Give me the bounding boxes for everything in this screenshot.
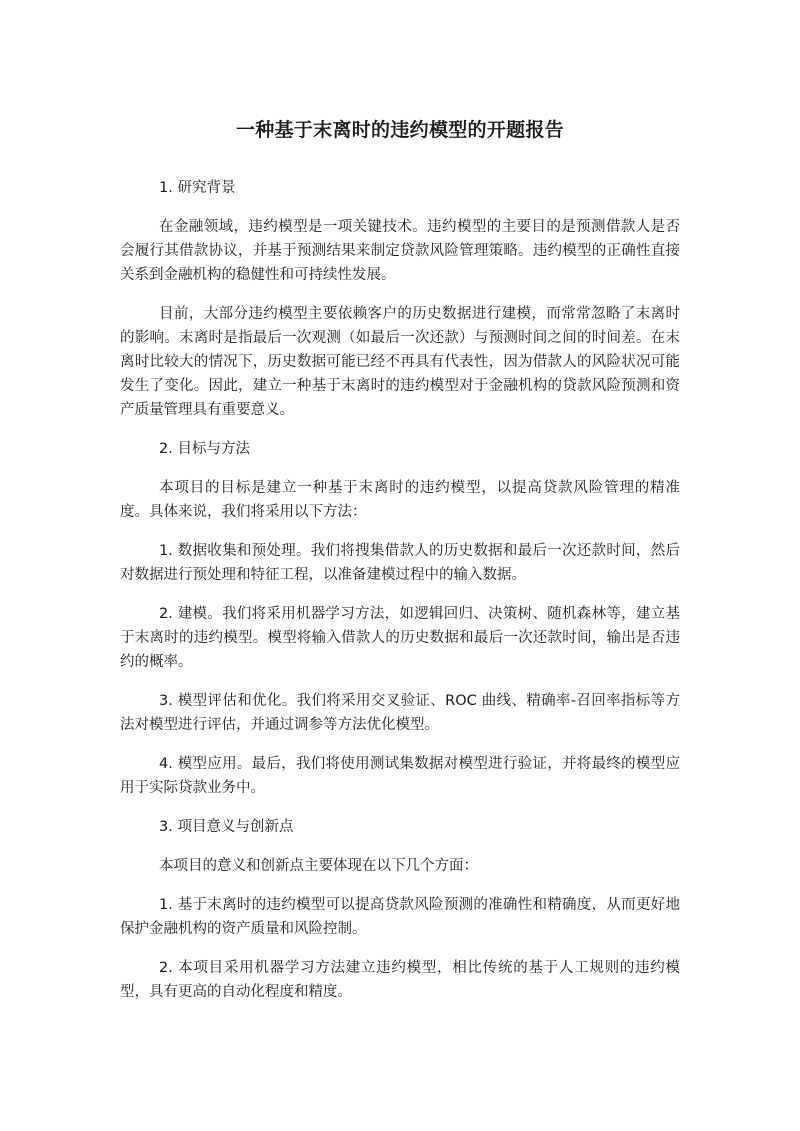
list-item: 1. 数据收集和预处理。我们将搜集借款人的历史数据和最后一次还款时间，然后对数据进行预处理和特征工程，以准备建模过程中的输入数据。 [120,543,680,583]
list-item: 4. 模型应用。最后，我们将使用测试集数据对模型进行验证，并将最终的模型应用于实际贷款业务中。 [120,756,680,796]
paragraph: 目前，大部分违约模型主要依赖客户的历史数据进行建模，而常常忽略了末离时的影响。末离时是指最后一次观测（如最后一次还款）与预测时间之间的时间差。在末离时比较大的情况下，历史数据可能已经不再具有代表性，因为借款人的风险状况可能发生了变化。因此，建立一种基于末离时的违约模型对于金融机构的贷款风险预测和资产质量管理具有重要意义。 [120,306,680,418]
paragraph: 在金融领域，违约模型是一项关键技术。违约模型的主要目的是预测借款人是否会履行其借款协议，并基于预测结果来制定贷款风险管理策略。违约模型的正确性直接关系到金融机构的稳健性和可持续性发展。 [120,219,680,283]
document-title: 一种基于末离时的违约模型的开题报告 [235,119,565,141]
list-item: 1. 基于末离时的违约模型可以提高贷款风险预测的准确性和精确度，从而更好地保护金融机构的资产质量和风险控制。 [120,897,680,937]
section-heading-background: 1. 研究背景 [159,180,236,196]
section-heading-goals-methods: 2. 目标与方法 [159,441,250,457]
list-item: 2. 建模。我们将采用机器学习方法，如逻辑回归、决策树、随机森林等，建立基于末离时的违约模型。模型将输入借款人的历史数据和最后一次还款时间，输出是否违约的概率。 [120,606,680,670]
section-heading-significance: 3. 项目意义与创新点 [159,819,294,835]
list-item: 2. 本项目采用机器学习方法建立违约模型，相比传统的基于人工规则的违约模型，具有更高的自动化程度和精度。 [120,960,680,1000]
paragraph: 本项目的意义和创新点主要体现在以下几个方面： [159,858,478,874]
paragraph: 本项目的目标是建立一种基于末离时的违约模型，以提高贷款风险管理的精准度。具体来说，我们将采用以下方法： [120,480,680,520]
list-item: 3. 模型评估和优化。我们将采用交叉验证、ROC 曲线、精确率-召回率指标等方法对模型进行评估，并通过调参等方法优化模型。 [120,693,680,733]
